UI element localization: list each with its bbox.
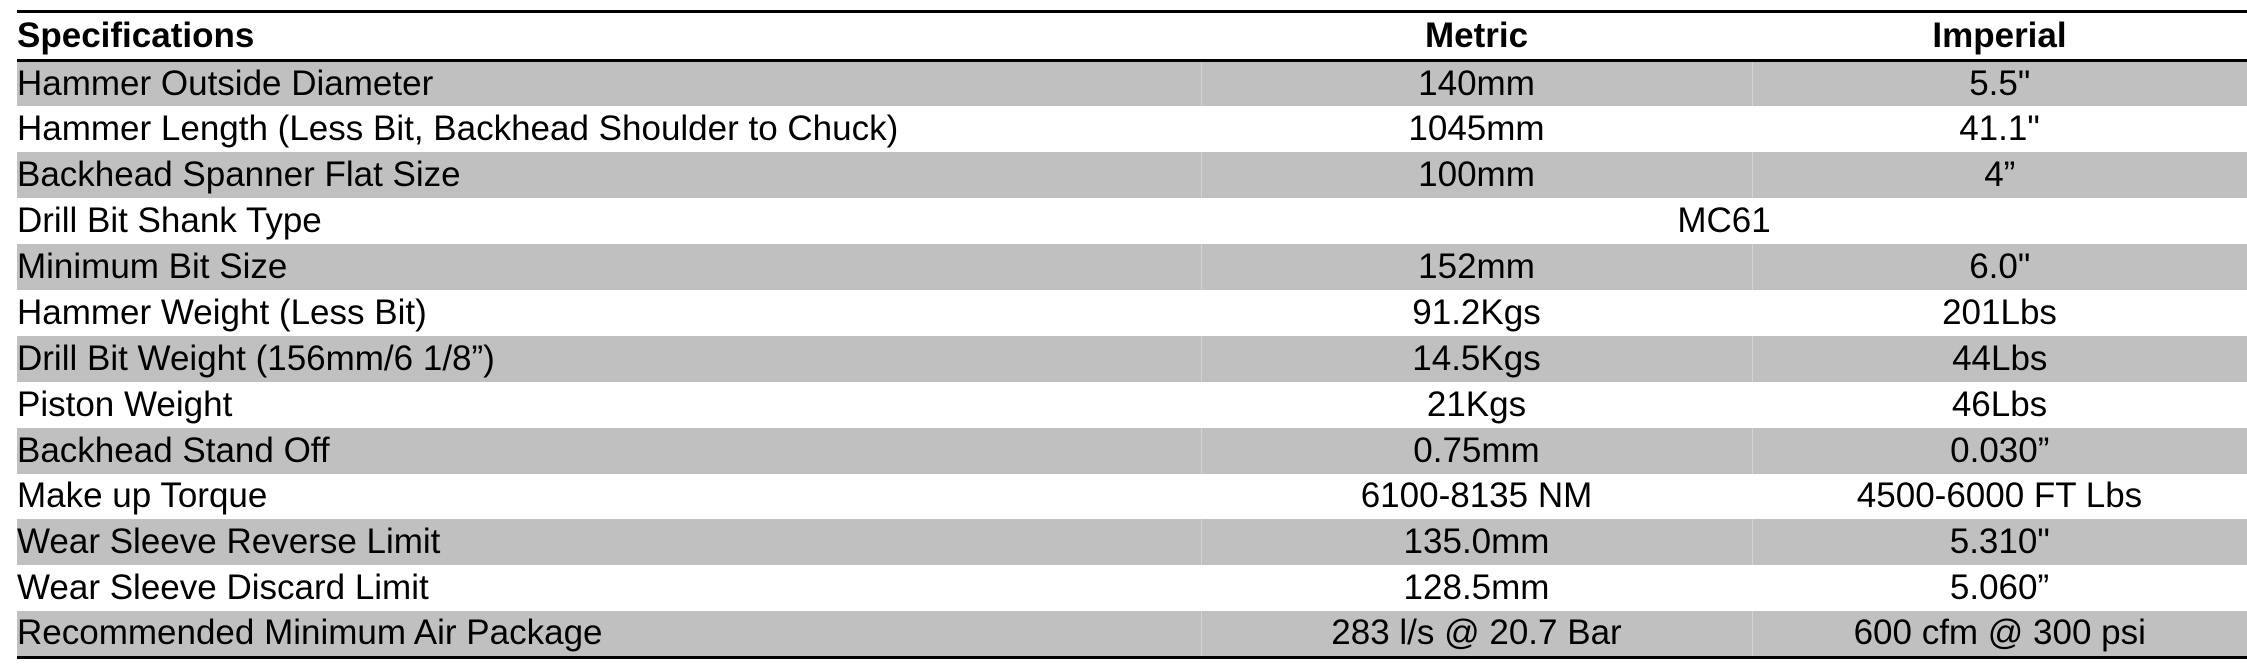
imperial-value: 5.060” [1949, 568, 2050, 608]
spec-label: Make up Torque [17, 476, 268, 516]
imperial-value: 6.0" [1752, 244, 2247, 290]
header-row [17, 12, 2247, 61]
imperial-value: 44Lbs [1752, 336, 2247, 382]
spec-label: Piston Weight [17, 384, 233, 424]
merged-value: MC61 [1677, 201, 1771, 241]
table-row [17, 519, 2247, 565]
spec-label: Drill Bit Shank Type [17, 201, 322, 241]
table-row [17, 290, 2247, 336]
header-imperial: Imperial [1752, 12, 2247, 61]
imperial-value: 600 cfm @ 300 psi [1752, 611, 2247, 657]
table-row [17, 565, 2247, 611]
table-row [17, 198, 2247, 244]
metric-value: 152mm [1201, 244, 1752, 290]
spec-label: Recommended Minimum Air Package [17, 611, 1201, 657]
spec-label: Hammer Outside Diameter [17, 61, 1201, 107]
table-row [17, 611, 2247, 657]
imperial-value: 201Lbs [1942, 292, 2057, 332]
table-body [17, 61, 2247, 658]
imperial-value: 5.5" [1752, 61, 2247, 107]
spec-label: Hammer Length (Less Bit, Backhead Shoulder to Chuck) [17, 109, 899, 149]
spec-label: Wear Sleeve Reverse Limit [17, 519, 1201, 565]
metric-value: 135.0mm [1201, 519, 1752, 565]
metric-value: 283 l/s @ 20.7 Bar [1201, 611, 1752, 657]
spec-label: Minimum Bit Size [17, 244, 1201, 290]
table-row [17, 61, 2247, 107]
metric-value: 128.5mm [1403, 568, 1550, 608]
table-row [17, 336, 2247, 382]
metric-value: 91.2Kgs [1412, 292, 1541, 332]
metric-value: 100mm [1201, 152, 1752, 198]
header-metric: Metric [1201, 12, 1752, 61]
table-row [17, 106, 2247, 152]
specifications-table [17, 10, 2247, 659]
spec-label: Wear Sleeve Discard Limit [17, 568, 429, 608]
spec-label: Drill Bit Weight (156mm/6 1/8”) [17, 336, 1201, 382]
imperial-value: 41.1" [1959, 109, 2040, 149]
metric-value: 21Kgs [1426, 384, 1527, 424]
imperial-value: 46Lbs [1951, 384, 2048, 424]
imperial-value: 0.030” [1752, 428, 2247, 474]
metric-value: 14.5Kgs [1201, 336, 1752, 382]
imperial-value: 4500-6000 FT Lbs [1856, 476, 2143, 516]
metric-value: 6100-8135 NM [1360, 476, 1593, 516]
table-row [17, 382, 2247, 428]
spec-label: Backhead Spanner Flat Size [17, 152, 1201, 198]
imperial-value: 4” [1752, 152, 2247, 198]
table-row [17, 244, 2247, 290]
metric-value: 1045mm [1408, 109, 1545, 149]
spec-label: Backhead Stand Off [17, 428, 1201, 474]
table-header [17, 12, 2247, 61]
metric-value: 0.75mm [1201, 428, 1752, 474]
header-specifications: Specifications [17, 12, 1201, 61]
table-row [17, 152, 2247, 198]
table-row [17, 428, 2247, 474]
metric-value: 140mm [1201, 61, 1752, 107]
spec-label: Hammer Weight (Less Bit) [17, 292, 427, 332]
table-row [17, 474, 2247, 520]
imperial-value: 5.310" [1752, 519, 2247, 565]
